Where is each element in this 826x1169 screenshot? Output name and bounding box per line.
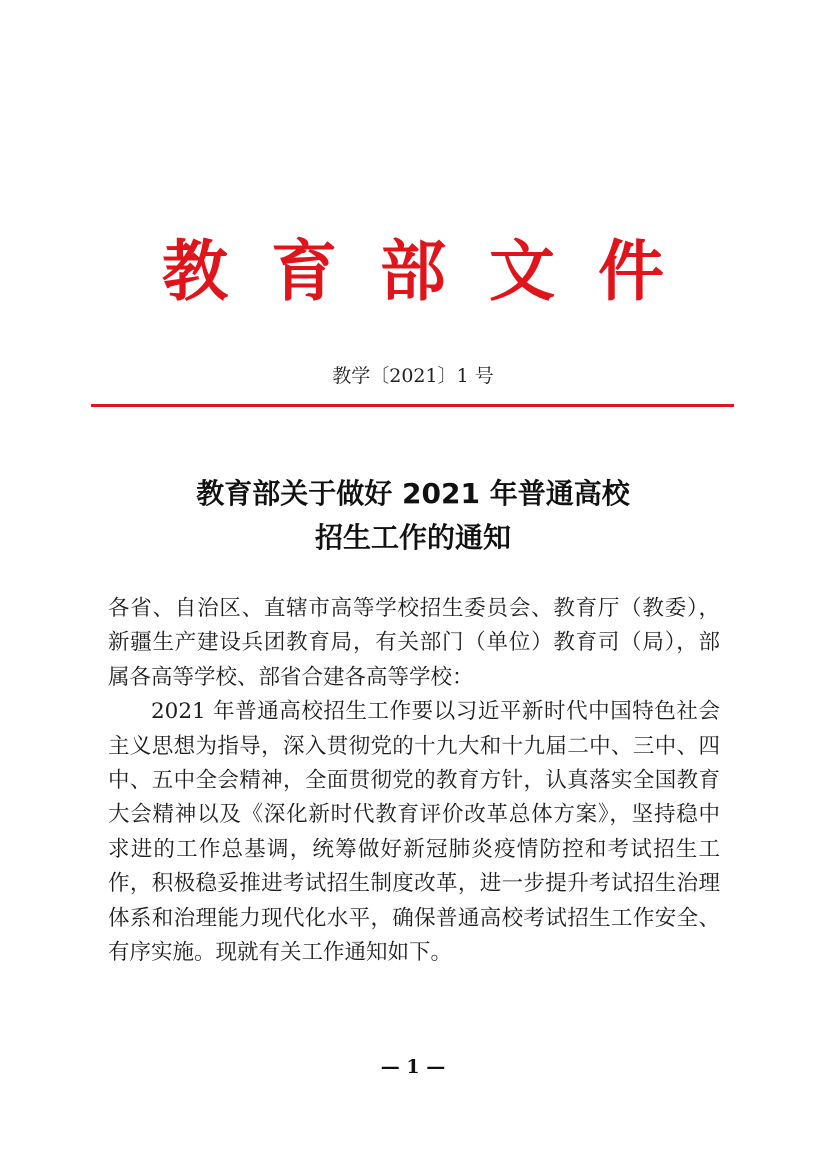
red-divider-line	[91, 404, 734, 407]
masthead-char: 件	[598, 233, 664, 310]
masthead-char: 教	[162, 233, 228, 310]
document-number: 教学〔2021〕1 号	[332, 365, 494, 387]
masthead-char: 部	[380, 233, 446, 310]
masthead-char: 育	[271, 233, 337, 310]
masthead-char: 文	[489, 233, 555, 310]
document-title	[0, 472, 826, 560]
masthead	[160, 232, 666, 312]
page-number: — 1 —	[380, 1056, 446, 1078]
addressee-paragraph: 各省、自治区、直辖市高等学校招生委员会、教育厅（教委），新疆生产建设兵团教育局，有关部门（单位）教育司（局），部属各高等学校、部省合建各高等学校：	[108, 596, 720, 690]
title-line-1: 教育部关于做好 2021 年普通高校	[196, 477, 630, 510]
body-paragraph-1: 2021 年普通高校招生工作要以习近平新时代中国特色社会主义思想为指导，深入贯彻党的十九大和十九届二中、三中、四中、五中全会精神，全面贯彻党的教育方针，认真落实全国教育大会精神以及《深化新时代教育评价改革总体方案》，坚持稳中求进的工作总基调，统筹做好新冠肺炎疫情防控和考试招生工作，积极稳妥推进考试招生制度改革，进一步提升考试招生治理体系和治理能力现代化水平，确保普通高校考试招生工作安全、有序实施。现就有关工作通知如下。	[108, 699, 720, 966]
title-line-2: 招生工作的通知	[314, 521, 511, 554]
document-body	[108, 592, 720, 970]
